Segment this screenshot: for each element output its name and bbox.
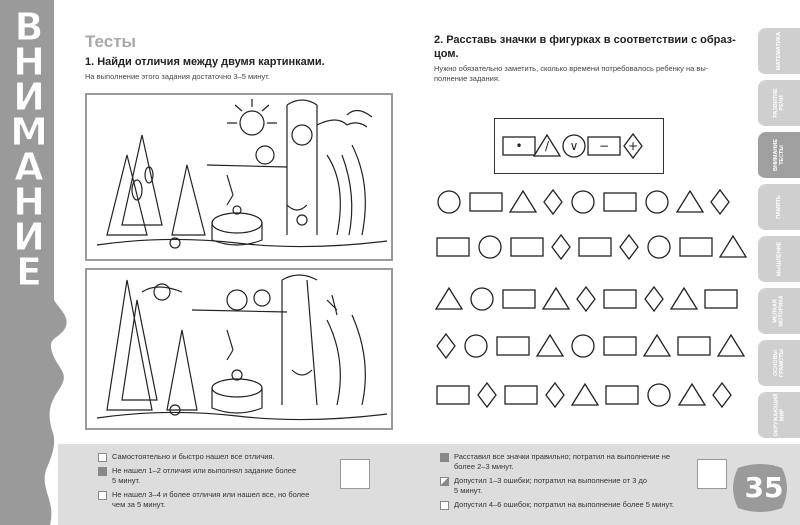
row-triangle-shape <box>671 288 697 309</box>
side-tab-label-line: МЕЛКАЯ <box>773 299 779 323</box>
side-tab-label-line: МЫШЛЕНИЕ <box>776 241 782 277</box>
legend-text-line: Расставил все значки правильно; потратил на выполнение не <box>454 452 671 461</box>
legend-text-line: Допустил 1–3 ошибки; потратил на выполнение от 3 до <box>454 476 648 485</box>
sample-symbol: − <box>598 139 610 153</box>
row-rect-shape <box>680 238 712 256</box>
side-tab-label-line: МИР <box>779 408 785 422</box>
side-tab-label-line: ГРАМОТЫ <box>778 349 785 377</box>
row-triangle-shape <box>679 384 705 405</box>
row-rect-shape <box>511 238 543 256</box>
sample-symbol: ∨ <box>569 139 579 153</box>
legend-text-line: 5 минут. <box>454 486 483 495</box>
row-triangle-shape <box>720 236 746 257</box>
row-circle-shape <box>479 236 501 258</box>
row-diamond-shape <box>645 287 663 311</box>
row-triangle-shape <box>718 335 744 356</box>
row-rect-shape <box>678 337 710 355</box>
vertical-title-letter: В <box>14 5 44 49</box>
side-tab-label <box>773 295 785 326</box>
vertical-title-letter: А <box>14 145 44 189</box>
side-tab-3[interactable] <box>758 132 800 180</box>
row-diamond-shape <box>713 383 731 407</box>
legend-text-line: Не нашел 3–4 и более отличия или нашел все, но более <box>112 490 310 499</box>
row-circle-shape <box>438 191 460 213</box>
row-rect-shape <box>505 386 537 404</box>
row-triangle-shape <box>543 288 569 309</box>
row-diamond-shape <box>552 235 570 259</box>
side-tab-7[interactable] <box>758 340 800 388</box>
score-box-task2[interactable] <box>697 459 727 489</box>
vertical-title-letter: И <box>13 215 45 259</box>
row-diamond-shape <box>711 190 729 214</box>
legend-text <box>112 490 309 510</box>
row-rect-shape <box>470 193 502 211</box>
row-diamond-shape <box>577 287 595 311</box>
task1-note: На выполнение этого задания достаточно 3–5 минут. <box>85 72 270 81</box>
row-circle-shape <box>471 288 493 310</box>
row-circle-shape <box>572 335 594 357</box>
side-tab-6[interactable] <box>758 288 800 336</box>
section-title: Тесты <box>85 32 137 51</box>
legend-text <box>454 452 670 472</box>
row-diamond-shape <box>620 235 638 259</box>
row-diamond-shape <box>544 190 562 214</box>
rating-mark-icon <box>440 501 449 510</box>
sample-symbol: • <box>515 139 523 153</box>
row-rect-shape <box>606 386 638 404</box>
side-tab-2[interactable] <box>758 80 800 128</box>
row-rect-shape <box>579 238 611 256</box>
side-tab-1[interactable] <box>758 28 800 76</box>
row-rect-shape <box>437 238 469 256</box>
side-tab-label-line: РАЗВИТИЕ <box>772 88 779 118</box>
side-tab-label-line: ТЕСТЫ <box>778 145 785 165</box>
vertical-title-letter: И <box>13 75 45 119</box>
side-tab-label-line: ОКРУЖАЮЩИЙ <box>773 393 779 437</box>
side-tab-8[interactable] <box>758 392 800 440</box>
side-tab-label <box>776 195 782 219</box>
row-triangle-shape <box>436 288 462 309</box>
row-rect-shape <box>705 290 737 308</box>
row-diamond-shape <box>546 383 564 407</box>
row-rect-shape <box>437 386 469 404</box>
legend-text-line: Самостоятельно и быстро нашел все отличия. <box>112 452 275 461</box>
row-rect-shape <box>604 193 636 211</box>
vertical-title-letter: Н <box>13 180 45 224</box>
side-tab-label-line: РЕЧИ <box>778 95 785 111</box>
task1-title: 1. Найди отличия между двумя картинками. <box>85 56 325 68</box>
sample-symbol: / <box>544 139 550 153</box>
side-tab-label-line: ПАМЯТЬ <box>776 195 782 219</box>
side-tab-4[interactable] <box>758 184 800 232</box>
row-circle-shape <box>648 384 670 406</box>
side-tab-label-line: МАТЕМАТИКА <box>775 31 782 71</box>
row-rect-shape <box>497 337 529 355</box>
rating-mark-icon <box>98 467 107 476</box>
task2-title-line2: цом. <box>434 48 459 60</box>
score-box-task1[interactable] <box>340 459 370 489</box>
row-circle-shape <box>648 236 670 258</box>
section-tabs <box>758 28 800 444</box>
vertical-title-letter: М <box>10 110 48 154</box>
side-tab-label-line: МОТОРИКА <box>779 295 785 327</box>
legend-text-line: Не нашел 1–2 отличия или выполнял задание более <box>112 466 297 475</box>
vertical-title-letter: Е <box>16 250 42 294</box>
row-rect-shape <box>604 337 636 355</box>
row-triangle-shape <box>644 335 670 356</box>
side-tab-label <box>773 88 785 118</box>
row-triangle-shape <box>677 191 703 212</box>
legend-text <box>112 466 296 486</box>
side-tab-label <box>773 139 785 171</box>
rating-mark-icon <box>98 453 107 462</box>
page-number: 35 <box>744 471 784 504</box>
row-rect-shape <box>503 290 535 308</box>
side-tab-label <box>773 394 785 437</box>
row-diamond-shape <box>478 383 496 407</box>
row-circle-shape <box>572 191 594 213</box>
side-tab-label <box>773 349 785 377</box>
sample-symbol: + <box>627 139 639 153</box>
side-tab-label <box>776 32 782 70</box>
legend-text-line: чем за 5 минут. <box>112 500 166 509</box>
row-triangle-shape <box>510 191 536 212</box>
row-triangle-shape <box>572 384 598 405</box>
row-rect-shape <box>604 290 636 308</box>
legend-text-line: 5 минут. <box>112 476 141 485</box>
legend-text <box>454 500 674 510</box>
row-circle-shape <box>465 335 487 357</box>
task2-note-line1: Нужно обязательно заметить, сколько времени потребовалось ребенку на вы- <box>434 64 709 73</box>
row-diamond-shape <box>437 334 455 358</box>
vertical-title-letter: Н <box>13 40 45 84</box>
legend-text <box>454 476 647 496</box>
task2-title-line1: 2. Расставь значки в фигурках в соответствии с образ- <box>434 34 736 46</box>
side-tab-label-line: ВНИМАНИЕ <box>772 138 779 172</box>
side-tab-5[interactable] <box>758 236 800 284</box>
legend-task1 <box>98 452 330 512</box>
rating-mark-icon <box>440 453 449 462</box>
row-circle-shape <box>646 191 668 213</box>
legend-text-line: более 2–3 минут. <box>454 462 514 471</box>
legend-task2 <box>440 452 700 512</box>
legend-text <box>112 452 275 462</box>
task2-note-line2: полнение задания. <box>434 74 500 83</box>
legend-text-line: Допустил 4–6 ошибок; потратил на выполнение более 5 минут. <box>454 500 674 509</box>
rating-mark-icon <box>440 477 449 486</box>
row-triangle-shape <box>537 335 563 356</box>
side-tab-label-line: ОСНОВЫ <box>772 350 779 376</box>
rating-mark-icon <box>98 491 107 500</box>
side-tab-label <box>776 242 782 277</box>
